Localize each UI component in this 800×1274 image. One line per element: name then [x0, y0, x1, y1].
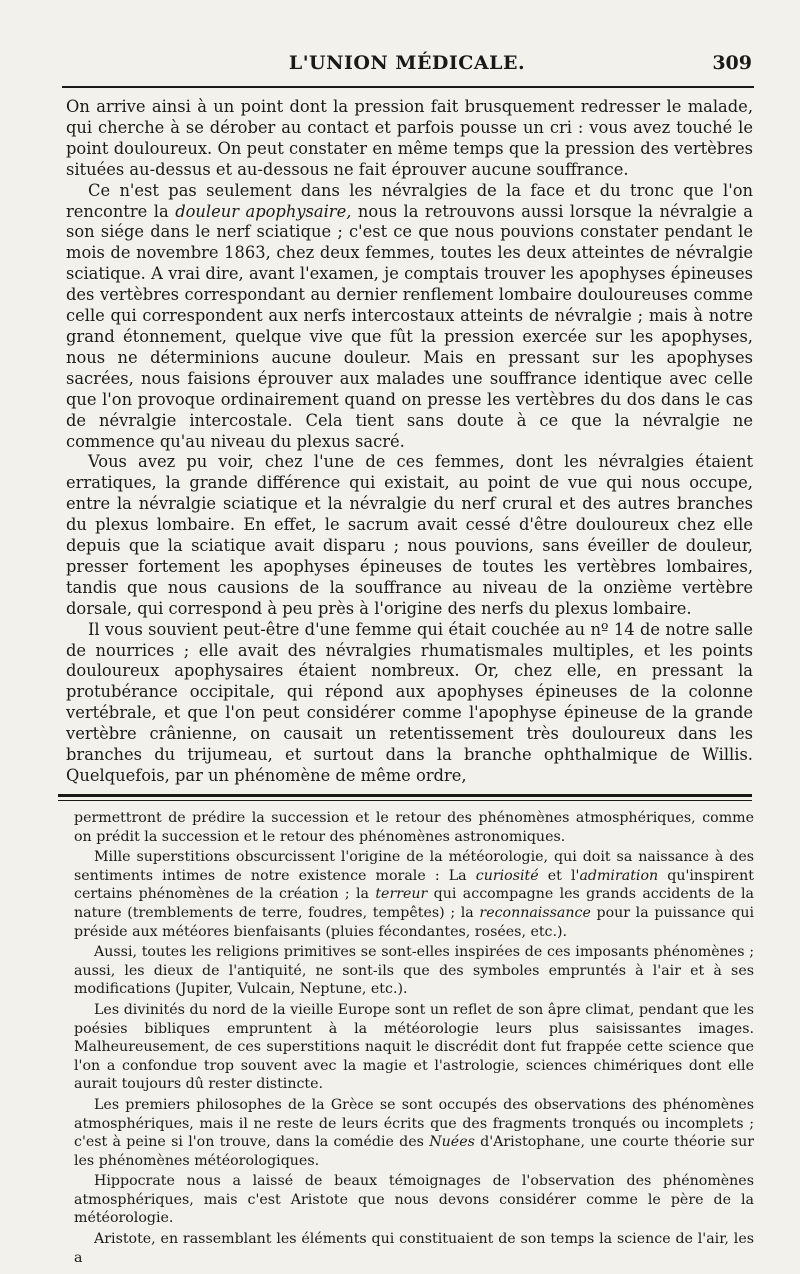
note-2-curiosite: curiosité: [475, 867, 539, 884]
paragraph-2-text-a: Ce n'est pas seulement dans les névralgies de la face et du tronc que l'on rencontre la: [66, 180, 753, 221]
note-2-reconnaissance: reconnaissance: [479, 904, 591, 921]
note-2-text-e: pour la puissance qui préside aux météores bienfaisants (pluies fécondantes, rosées, etc.).: [74, 904, 754, 940]
note-2-admiration: admiration: [579, 867, 659, 884]
note-5-text-a: Les premiers philosophes de la Grèce se sont occupés des observations des phénomènes atmosphériques, mais il ne reste de leurs écrits que des fragments tronqués ou incomplets ; c'est à peine si l'on trouve, dans la comédie des: [74, 1096, 754, 1151]
note-paragraph-7: Aristote, en rassemblant les éléments qui constituaient de son temps la science de l'air, les a: [74, 1231, 754, 1266]
note-paragraph-4: Les divinités du nord de la vieille Europe sont un reflet de son âpre climat, pendant que les poésies bibliques empruntent à la météorologie leurs plus saisissantes images. Malheureusement, de ces superstitions naquit le discrédit dont fut frappée cette science que l'on a confondue trop souvent avec la magie et l'astrologie, sciences chimériques dont elle aurait toujours dû rester distincte.: [74, 1001, 754, 1093]
feuilleton-text: [74, 809, 754, 1269]
paragraph-2: [66, 181, 753, 453]
note-2-text-c: qu'inspirent certains phénomènes de la création ; la: [74, 867, 754, 903]
note-2-text-b: et l': [538, 867, 580, 884]
paragraph-3: Vous avez pu voir, chez l'une de ces femmes, dont les névralgies étaient erratiques, la grande différence qui existait, au point de vue qui nous occupe, entre la névralgie sciatique et la névralgie du nerf crural et des autres branches du plexus lombaire. En effet, le sacrum avait cessé d'être douloureux chez elle depuis que la sciatique avait disparu ; nous pouvions, sans éveiller de douleur, presser fortement les apophyses épineuses de toutes les vertèbres lombaires, tandis que nous causions de la souffrance au niveau de la onzième vertèbre dorsale, qui correspond à peu près à l'origine des nerfs du plexus lombaire.: [66, 452, 753, 618]
paragraph-2-text-b: nous la retrouvons aussi lorsque la névralgie a son siége dans le nerf sciatique ; c'est ce que nous pouvions constater pendant le mois de novembre 1863, chez deux femmes, toutes les deux atteintes de névralgie sciatique. A vrai dire, avant l'examen, je comptais trouver les apophyses épineuses des vertèbres correspondant au dernier renflement lombaire douloureuses comme celle qui correspondent aux nerfs intercostaux atteints de névralgie ; mais à notre grand étonnement, quelque vive que fût la pression exercée sur les apophyses, nous ne déterminions aucune douleur. Mais en pressant sur les apophyses sacrées, nous faisions éprouver aux malades une souffrance identique avec celle que l'on provoque ordinairement quand on presse les vertèbres du dos dans le cas de névralgie intercostale. Cela tient sans doute à ce que la névralgie ne commence qu'au niveau du plexus sacré.: [66, 201, 753, 451]
footnote-separator: [58, 794, 752, 801]
note-5-nuees: Nuées: [429, 1134, 475, 1151]
journal-title: L'UNION MÉDICALE.: [288, 52, 526, 74]
note-2-terreur: terreur: [375, 886, 428, 903]
page-number: 309: [712, 52, 752, 74]
main-text: [66, 97, 753, 787]
header-rule: [62, 86, 754, 88]
note-2-text-d: qui accompagne les grands accidents de la nature (tremblements de terre, foudres, tempêtes) ; la: [74, 886, 754, 921]
note-paragraph-1: permettront de prédire la succession et le retour des phénomènes atmosphériques, comme on prédit la succession et le retour des phénomènes astronomiques.: [74, 810, 754, 845]
douleur-apophysaire-term: douleur apophysaire,: [175, 201, 352, 221]
note-paragraph-5: [74, 1096, 754, 1170]
note-paragraph-6: Hippocrate nous a laissé de beaux témoignages de l'observation des phénomènes atmosphériques, mais c'est Aristote que nous devons considérer comme le père de la météorologie.: [74, 1173, 754, 1227]
running-header: [62, 52, 752, 82]
paragraph-1: On arrive ainsi à un point dont la pression fait brusquement redresser le malade, qui cherche à se dérober au contact et parfois pousse un cri : vous avez touché le point douloureux. On peut constater en même temps que la pression des vertèbres situées au-dessus et au-dessous ne fait éprouver aucune souffrance.: [66, 97, 753, 179]
note-paragraph-2: [74, 848, 754, 941]
note-5-text-b: d'Aristophane, une courte théorie sur les phénomènes météorologiques.: [74, 1134, 754, 1169]
note-2-text-a: Mille superstitions obscurcissent l'origine de la météorologie, qui doit sa naissance à des sentiments intimes de notre existence morale : La: [74, 849, 754, 884]
note-paragraph-3: Aussi, toutes les religions primitives se sont-elles inspirées de ces imposants phénomènes ; aussi, les dieux de l'antiquité, ne sont-ils que des symboles empruntés à l'air et à ses modifications (Jupiter, Vulcain, Neptune, etc.).: [74, 944, 754, 998]
paragraph-4: Il vous souvient peut-être d'une femme qui était couchée au nº 14 de notre salle de nourrices ; elle avait des névralgies rhumatismales multiples, et les points douloureux apophysaires étaient nombreux. Or, chez elle, en pressant la protubérance occipitale, qui répond aux apophyses épineuses de la colonne vertébrale, et que l'on peut considérer comme l'apophyse épineuse de la grande vertèbre crânienne, on causait un retentissement très douloureux dans les branches du trijumeau, et surtout dans la branche ophthalmique de Willis. Quelquefois, par un phénomène de même ordre,: [66, 619, 753, 785]
